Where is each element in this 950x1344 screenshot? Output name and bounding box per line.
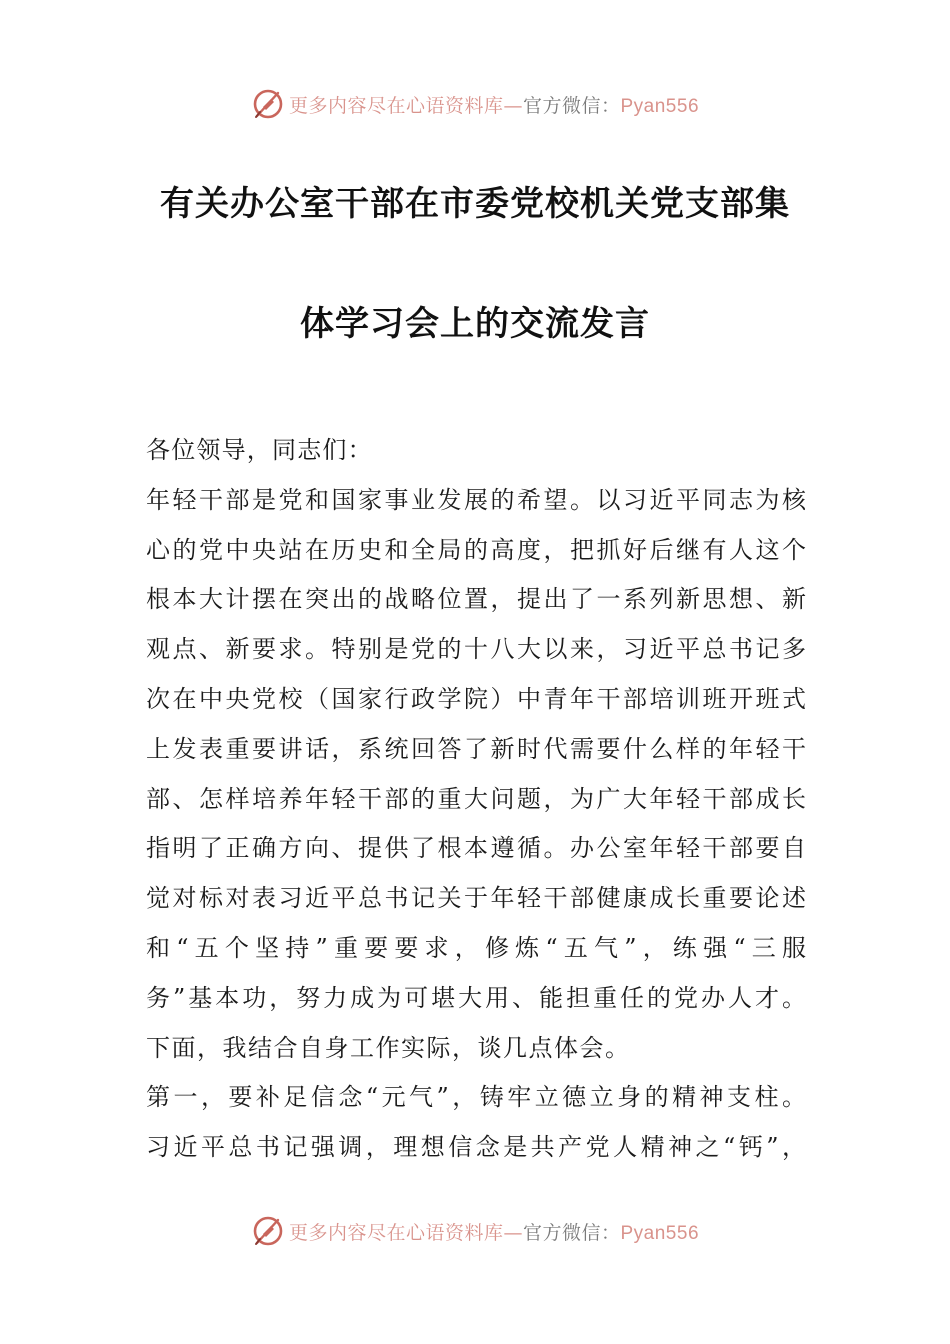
body-line: 习近平总书记强调，理想信念是共产党人精神之“钙”， xyxy=(146,1133,806,1162)
document-body xyxy=(146,426,806,1173)
watermark-main: 更多内容尽在心语资料库 xyxy=(288,94,504,117)
watermark-wechat-id: Pyan556 xyxy=(620,95,700,117)
body-line: 觉对标对表习近平总书记关于年轻干部健康成长重要论述 xyxy=(146,884,806,913)
watermark-text xyxy=(289,91,699,118)
watermark-wechat-id: Pyan556 xyxy=(620,1222,700,1244)
body-line: 务”基本功，努力成为可堪大用、能担重任的党办人才。 xyxy=(146,983,806,1012)
watermark-separator: — xyxy=(503,94,523,117)
body-line: 年轻干部是党和国家事业发展的希望。以习近平同志为核 xyxy=(146,485,806,514)
document-title-line-1: 有关办公室干部在市委党校机关党支部集 xyxy=(160,184,790,224)
watermark-wechat-label: 官方微信： xyxy=(522,94,621,117)
body-line: 次在中央党校（国家行政学院）中青年干部培训班开班式 xyxy=(146,684,806,713)
body-line: 观点、新要求。特别是党的十八大以来，习近平总书记多 xyxy=(146,635,806,664)
watermark-wechat-label: 官方微信： xyxy=(522,1221,621,1244)
body-line: 部、怎样培养年轻干部的重大问题，为广大年轻干部成长 xyxy=(146,784,806,813)
pen-circle-logo-icon xyxy=(251,87,285,121)
document-title-line-2: 体学习会上的交流发言 xyxy=(300,304,650,344)
watermark-separator: — xyxy=(503,1221,523,1244)
watermark-text xyxy=(289,1218,699,1245)
body-line: 指明了正确方向、提供了根本遵循。办公室年轻干部要自 xyxy=(146,834,806,863)
watermark-main: 更多内容尽在心语资料库 xyxy=(288,1221,504,1244)
pen-circle-logo-icon xyxy=(251,1214,285,1248)
body-line: 心的党中央站在历史和全局的高度，把抓好后继有人这个 xyxy=(146,535,806,564)
watermark-footer xyxy=(0,1211,950,1251)
paragraph-2 xyxy=(146,1073,806,1173)
body-line: 和“五个坚持”重要要求，修炼“五气”，练强“三服 xyxy=(146,933,806,962)
watermark-header xyxy=(0,84,950,124)
body-line: 根本大计摆在突出的战略位置，提出了一系列新思想、新 xyxy=(146,585,806,614)
body-line: 第一，要补足信念“元气”，铸牢立德立身的精神支柱。 xyxy=(146,1083,806,1112)
paragraph-1 xyxy=(146,476,806,1074)
body-line: 下面，我结合自身工作实际，谈几点体会。 xyxy=(146,1033,631,1062)
body-line: 上发表重要讲话，系统回答了新时代需要什么样的年轻干 xyxy=(146,734,806,763)
salutation: 各位领导，同志们： xyxy=(146,436,373,464)
